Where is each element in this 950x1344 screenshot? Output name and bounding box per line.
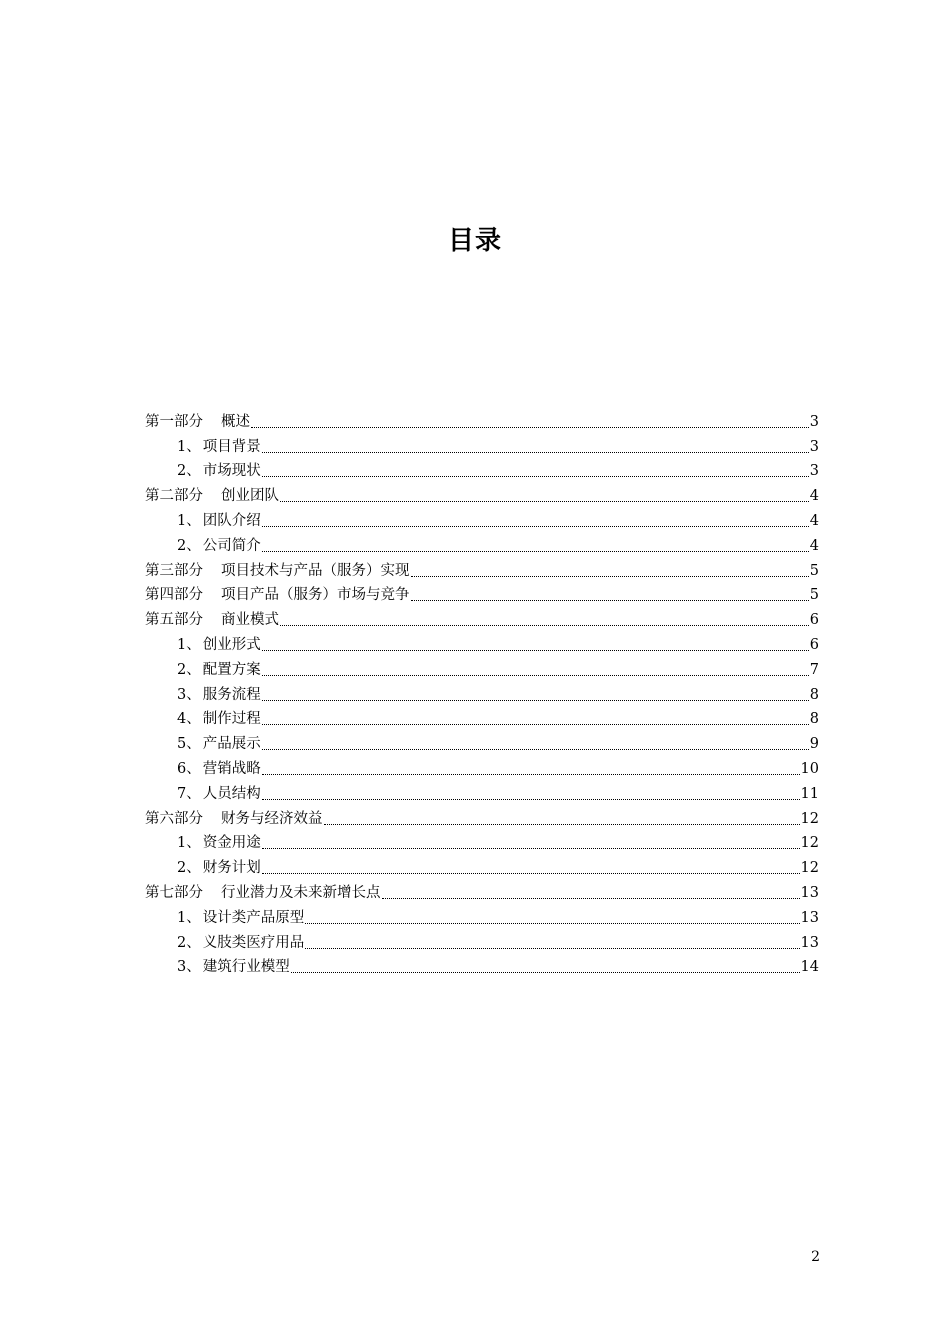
toc-dot-leader — [262, 675, 809, 676]
toc-dot-leader — [305, 948, 799, 949]
toc-section-number: 7、 — [177, 785, 201, 802]
toc-page-number: 6 — [809, 636, 819, 653]
toc-section-number: 3、 — [177, 686, 201, 703]
toc-page-number: 3 — [809, 463, 819, 480]
toc-dot-leader — [305, 923, 799, 924]
toc-part-entry[interactable] — [145, 407, 819, 432]
page-number: 2 — [811, 1249, 820, 1265]
toc-part-number: 第五部分 — [145, 612, 203, 629]
toc-entry-title: 项目产品（服务）市场与竞争 — [221, 587, 410, 604]
toc-entry-title: 概述 — [221, 413, 250, 430]
toc-part-entry[interactable] — [145, 804, 819, 829]
toc-entry-title: 配置方案 — [202, 661, 261, 678]
toc-section-entry[interactable] — [145, 655, 819, 680]
toc-entry-label — [177, 437, 261, 457]
toc-entry-label — [177, 784, 261, 804]
toc-page-number: 11 — [800, 785, 819, 802]
toc-part-entry[interactable] — [145, 556, 819, 581]
toc-page-number: 4 — [809, 537, 819, 554]
toc-entry-title: 人员结构 — [202, 785, 261, 802]
toc-entry-label — [177, 536, 261, 556]
toc-page-number: 4 — [809, 488, 819, 505]
toc-entry-label — [145, 809, 323, 829]
toc-part-number: 第七部分 — [145, 884, 203, 901]
toc-page-number: 14 — [800, 959, 819, 976]
toc-entry-title: 制作过程 — [202, 711, 261, 728]
toc-section-number: 2、 — [177, 537, 201, 554]
toc-part-number: 第一部分 — [145, 413, 203, 430]
toc-page-number: 6 — [809, 612, 819, 629]
toc-entry-label — [177, 461, 261, 481]
table-of-contents — [145, 407, 819, 977]
toc-dot-leader — [280, 625, 809, 626]
toc-section-number: 5、 — [177, 736, 201, 753]
toc-section-entry[interactable] — [145, 506, 819, 531]
toc-part-number: 第三部分 — [145, 562, 203, 579]
toc-section-number: 6、 — [177, 760, 201, 777]
toc-part-entry[interactable] — [145, 481, 819, 506]
toc-section-number: 2、 — [177, 463, 201, 480]
toc-entry-label — [177, 635, 261, 655]
toc-section-entry[interactable] — [145, 705, 819, 730]
toc-page-number: 13 — [800, 884, 819, 901]
toc-dot-leader — [411, 576, 809, 577]
toc-dot-leader — [291, 972, 800, 973]
toc-entry-label — [145, 610, 279, 630]
toc-entry-title: 设计类产品原型 — [202, 909, 305, 926]
toc-entry-title: 资金用途 — [202, 835, 261, 852]
toc-entry-title: 营销战略 — [202, 760, 261, 777]
toc-entry-title: 财务与经济效益 — [221, 810, 323, 827]
toc-dot-leader — [262, 873, 800, 874]
toc-entry-title: 财务计划 — [202, 860, 261, 877]
toc-page-number: 12 — [800, 810, 819, 827]
toc-section-number: 1、 — [177, 636, 201, 653]
toc-page-number: 12 — [800, 860, 819, 877]
toc-page-number: 4 — [809, 512, 819, 529]
toc-section-number: 2、 — [177, 661, 201, 678]
toc-part-entry[interactable] — [145, 605, 819, 630]
toc-entry-title: 项目背景 — [202, 438, 261, 455]
toc-page-number: 8 — [809, 711, 819, 728]
toc-entry-label — [145, 585, 410, 605]
toc-section-entry[interactable] — [145, 928, 819, 953]
toc-section-entry[interactable] — [145, 531, 819, 556]
toc-section-number: 1、 — [177, 438, 201, 455]
toc-section-entry[interactable] — [145, 754, 819, 779]
toc-entry-title: 产品展示 — [202, 736, 261, 753]
toc-entry-title: 项目技术与产品（服务）实现 — [221, 562, 410, 579]
toc-entry-label — [177, 660, 261, 680]
toc-section-entry[interactable] — [145, 853, 819, 878]
toc-part-entry[interactable] — [145, 878, 819, 903]
toc-entry-label — [177, 858, 261, 878]
toc-page-number: 13 — [800, 934, 819, 951]
toc-section-entry[interactable] — [145, 903, 819, 928]
toc-section-number: 2、 — [177, 860, 201, 877]
toc-entry-title: 义肢类医疗用品 — [202, 934, 305, 951]
toc-section-entry[interactable] — [145, 953, 819, 978]
toc-entry-label — [145, 486, 279, 506]
toc-dot-leader — [262, 526, 809, 527]
toc-page-number: 9 — [809, 736, 819, 753]
toc-dot-leader — [262, 848, 800, 849]
toc-page-number: 7 — [809, 661, 819, 678]
toc-dot-leader — [262, 551, 809, 552]
toc-section-entry[interactable] — [145, 729, 819, 754]
toc-page-number: 13 — [800, 909, 819, 926]
toc-entry-label — [177, 759, 261, 779]
toc-section-number: 1、 — [177, 512, 201, 529]
toc-page-number: 5 — [809, 562, 819, 579]
toc-dot-leader — [382, 898, 800, 899]
toc-part-number: 第四部分 — [145, 587, 203, 604]
toc-dot-leader — [262, 452, 809, 453]
toc-entry-title: 建筑行业模型 — [202, 959, 290, 976]
toc-entry-title: 团队介绍 — [202, 512, 261, 529]
toc-section-number: 3、 — [177, 959, 201, 976]
toc-page-number: 5 — [809, 587, 819, 604]
toc-entry-label — [177, 908, 304, 928]
toc-entry-label — [145, 412, 250, 432]
toc-dot-leader — [280, 501, 809, 502]
toc-entry-label — [177, 685, 261, 705]
toc-page-number: 8 — [809, 686, 819, 703]
toc-entry-label — [177, 957, 290, 977]
toc-entry-label — [145, 883, 381, 903]
toc-dot-leader — [262, 799, 800, 800]
toc-section-entry[interactable] — [145, 432, 819, 457]
page-title: 目录 — [447, 226, 502, 256]
toc-section-entry[interactable] — [145, 457, 819, 482]
toc-part-entry[interactable] — [145, 581, 819, 606]
toc-section-number: 4、 — [177, 711, 201, 728]
toc-entry-label — [177, 933, 304, 953]
toc-entry-label — [145, 561, 410, 581]
toc-section-number: 2、 — [177, 934, 201, 951]
toc-entry-label — [177, 709, 261, 729]
toc-entry-title: 商业模式 — [221, 612, 279, 629]
toc-entry-label — [177, 833, 261, 853]
toc-dot-leader — [324, 824, 800, 825]
toc-dot-leader — [262, 650, 809, 651]
toc-dot-leader — [262, 749, 809, 750]
toc-entry-label — [177, 734, 261, 754]
toc-dot-leader — [251, 427, 809, 428]
toc-dot-leader — [262, 476, 809, 477]
toc-entry-label — [177, 511, 261, 531]
toc-entry-title: 市场现状 — [202, 463, 261, 480]
toc-section-entry[interactable] — [145, 829, 819, 854]
toc-section-number: 1、 — [177, 835, 201, 852]
toc-entry-title: 公司简介 — [202, 537, 261, 554]
toc-dot-leader — [411, 600, 809, 601]
toc-page-number: 10 — [800, 760, 819, 777]
toc-section-entry[interactable] — [145, 630, 819, 655]
toc-page-number: 3 — [809, 413, 819, 430]
toc-section-number: 1、 — [177, 909, 201, 926]
toc-entry-title: 创业形式 — [202, 636, 261, 653]
toc-entry-title: 行业潜力及未来新增长点 — [221, 884, 381, 901]
toc-section-entry[interactable] — [145, 779, 819, 804]
toc-dot-leader — [262, 724, 809, 725]
toc-part-number: 第六部分 — [145, 810, 203, 827]
toc-page-number: 12 — [800, 835, 819, 852]
toc-page-number: 3 — [809, 438, 819, 455]
toc-part-number: 第二部分 — [145, 488, 203, 505]
toc-section-entry[interactable] — [145, 680, 819, 705]
toc-entry-title: 服务流程 — [202, 686, 261, 703]
toc-entry-title: 创业团队 — [221, 488, 279, 505]
toc-dot-leader — [262, 700, 809, 701]
toc-dot-leader — [262, 774, 800, 775]
